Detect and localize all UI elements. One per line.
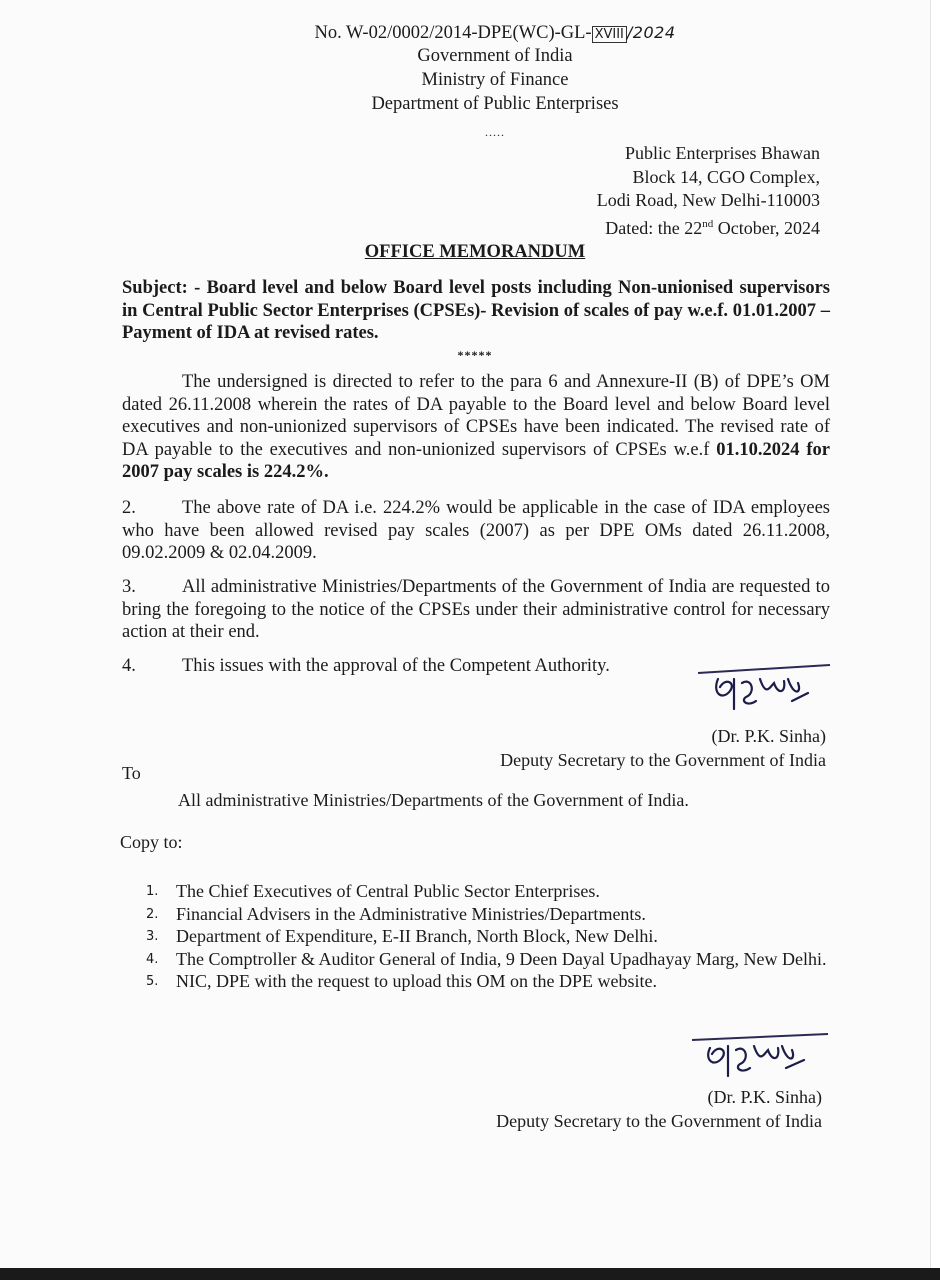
to-recipient: All administrative Ministries/Departments of the Government of India. <box>178 790 689 810</box>
paragraph-3 <box>122 576 830 644</box>
signatory-designation-1: Deputy Secretary to the Government of India <box>500 750 826 770</box>
list-item: 4. The Comptroller & Auditor General of India, 9 Deen Dayal Upadhayay Marg, New Delhi. <box>146 948 827 969</box>
address-line-1: Public Enterprises Bhawan <box>625 143 820 163</box>
paragraph-2-number: 2. <box>122 498 136 518</box>
list-item: 1. The Chief Executives of Central Public Sector Enterprises. <box>146 881 600 901</box>
reference-year-handwritten: /2024 <box>626 23 676 42</box>
paragraph-3-text: All administrative Ministries/Departments of the Government of India are requested to bring the foregoing to the notice of the CPSEs under their administrative control for necessary action at their end. <box>122 577 830 642</box>
date-prefix: Dated: the 22 <box>605 217 703 238</box>
address-block <box>597 142 820 240</box>
paragraph-2-text: The above rate of DA i.e. 224.2% would be applicable in the case of IDA employees who have been allowed revised pay scales (2007) as per DPE OMs dated 26.11.2008, 09.02.2009 & 02.04.2009. <box>122 498 830 563</box>
date-suffix: October, 2024 <box>713 217 820 238</box>
date-sup: nd <box>702 217 714 230</box>
reference-number-text: No. W-02/0002/2014-DPE(WC)-GL- <box>314 23 592 43</box>
paragraph-1 <box>122 371 830 484</box>
list-item: 3. Department of Expenditure, E-II Branch, North Block, New Delhi. <box>146 926 658 946</box>
copy-to-label: Copy to: <box>120 832 183 852</box>
header-dots: ..... <box>485 125 505 139</box>
list-item: 2. Financial Advisers in the Administrative Ministries/Departments. <box>146 903 646 924</box>
paragraph-1-bold: 01.10.2024 for 2007 pay scales is 224.2%. <box>122 439 831 482</box>
paragraph-4-number: 4. <box>122 656 136 676</box>
signatory-name-2: (Dr. P.K. Sinha) <box>707 1087 822 1107</box>
department-line: Department of Public Enterprises <box>371 94 619 114</box>
government-line: Government of India <box>417 46 573 66</box>
address-line-2: Block 14, CGO Complex, <box>632 166 820 187</box>
separator-stars: ***** <box>457 348 493 362</box>
date-line <box>597 213 820 241</box>
signatory-name-1: (Dr. P.K. Sinha) <box>711 726 826 746</box>
paragraph-2 <box>122 497 830 565</box>
list-item: 5. NIC, DPE with the request to upload this OM on the DPE website. <box>146 971 657 991</box>
ministry-line: Ministry of Finance <box>421 70 569 90</box>
paragraph-3-number: 3. <box>122 577 136 597</box>
paragraph-1-text: The undersigned is directed to refer to the para 6 and Annexure-II (B) of DPE’s OM dated 26.11.2008 wherein the rates of DA payable to the Board level and below Board level executives and non-unionized supervisors of CPSEs have been indicated. The revised rate of DA payable to the executives and non-unionized supervisors of CPSEs w.e.f <box>122 372 830 460</box>
signatory-block-1 <box>500 724 826 772</box>
memo-heading: OFFICE MEMORANDUM <box>364 242 586 262</box>
signatory-block-2 <box>496 1085 822 1133</box>
signatory-designation-2: Deputy Secretary to the Government of India <box>496 1111 822 1131</box>
address-line-3: Lodi Road, New Delhi-110003 <box>596 190 820 210</box>
subject-paragraph: Subject: - Board level and below Board level posts including Non-unionised supervisors in Central Public Sector Enterprises (CPSEs)- Revision of scales of pay w.e.f. 01.01.2007 – Payment of IDA at revised rates. <box>122 278 830 343</box>
to-label: To <box>122 763 141 783</box>
paragraph-4-text: This issues with the approval of the Competent Authority. <box>182 656 610 676</box>
signature-image-2 <box>688 1030 838 1090</box>
copy-to-list <box>146 880 836 993</box>
reference-roman-handwritten: XVIII <box>592 26 627 43</box>
bottom-bar <box>0 1268 940 1280</box>
signature-image-1 <box>690 657 840 727</box>
reference-number <box>200 21 790 46</box>
